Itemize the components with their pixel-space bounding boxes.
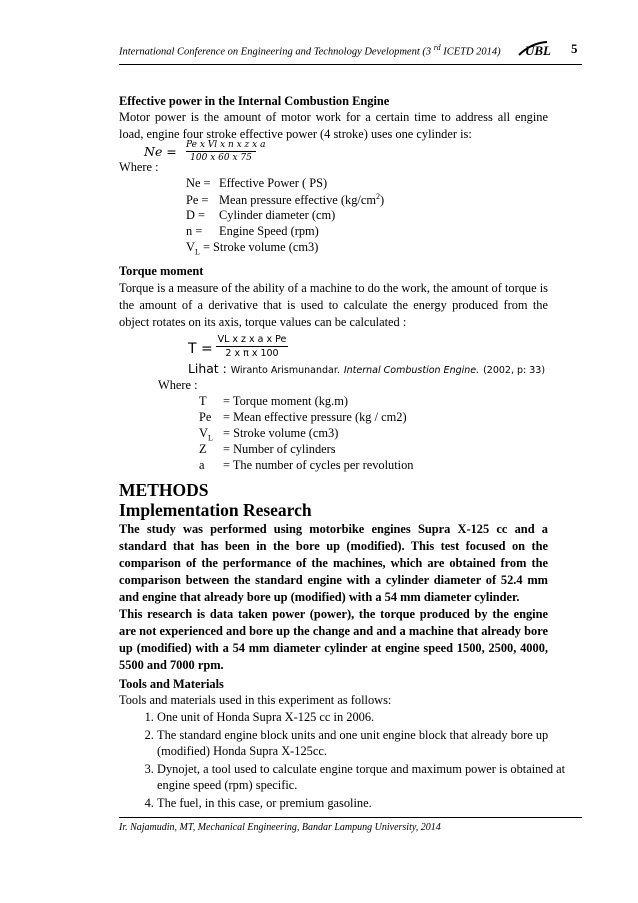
- page-number: 5: [571, 41, 578, 56]
- list-item: 4. The fuel, in this case, or premium gasoline.: [157, 795, 597, 812]
- methods-paragraph-1: The study was performed using motorbike engines Supra X-125 cc and a standard that has been in the bore up (modified). This test focused on the comparison of the performance of the machines, which are obtained from the comparison between the standard engine with a cylinder diameter of 52.4 mm and engine that already bore up (modified) with a 54 mm diameter cylinder.: [119, 522, 548, 605]
- def-t: T = Torque moment (kg.m): [199, 394, 348, 408]
- effective-power-title: Effective power in the Internal Combustion Engine: [119, 94, 390, 108]
- def-pe: Pe = Mean pressure effective $(kg/cm^2)$: [186, 192, 385, 208]
- effective-power-paragraph: Motor power is the amount of motor work for a certain time to address all engine load, engine four stroke effective power (4 stroke) uses one cylinder is:: [119, 110, 548, 141]
- t-formula-denominator: 2 x π x 100: [225, 348, 279, 359]
- page-header: [119, 39, 589, 61]
- torque-title: Torque moment: [119, 264, 204, 278]
- implementation-heading: Implementation Research: [119, 500, 312, 520]
- def-pe-2: Pe = Mean effective pressure (kg / cm2): [199, 410, 407, 424]
- ne-formula-numerator: Pe x Vl x n x z x a: [186, 140, 266, 150]
- tools-list: [119, 709, 597, 812]
- footer-rule: [119, 817, 582, 818]
- list-item: 3. Dynojet, a tool used to calculate engine torque and maximum power is obtained at engine speed (rpm) specific.: [157, 761, 597, 794]
- ne-formula-lhs: Ne =: [144, 144, 177, 159]
- list-item: 1. One unit of Honda Supra X-125 cc in 2006.: [157, 709, 597, 726]
- ne-formula-fraction: [186, 140, 266, 163]
- t-formula-numerator: VL x z x a x Pe: [217, 334, 287, 345]
- methods-heading: METHODS: [119, 480, 209, 500]
- header-rule: [119, 64, 582, 65]
- conference-title: International Conference on Engineering and Technology Development (3 $^{rd}$ ICETD 2014): [119, 43, 501, 58]
- def-a: a = The number of cycles per revolution: [199, 458, 414, 472]
- torque-paragraph: Torque is a measure of the ability of a machine to do the work, the amount of torque is the amount of a derivative that is used to calculate the energy produced from the object rotates on its axis, torque values can be calculated :: [119, 281, 548, 329]
- def-z: Z = Number of cylinders: [199, 442, 336, 456]
- def-ne: Ne = Effective Power ( PS): [186, 176, 328, 190]
- where-label-2: Where :: [158, 378, 198, 392]
- ne-formula-denominator: 100 x 60 x 75: [190, 153, 252, 163]
- where-label-1: Where :: [119, 160, 159, 174]
- ubl-logo: [517, 39, 569, 59]
- def-n: n = Engine Speed (rpm): [186, 224, 319, 238]
- methods-paragraph-2: This research is data taken power (power), the torque produced by the engine are not experienced and bore up the change and and a machine that already bore up (modified) with a 54 mm diameter cylinder at engine speed 1500, 2500, 4000, 5500 and 7000 rpm.: [119, 607, 548, 673]
- footer-text: Ir. Najamudin, MT, Mechanical Engineering, Bandar Lampung University, 2014: [119, 822, 441, 833]
- lihat-reference: Lihat : Wiranto Arismunandar. Internal Combustion Engine. (2002, p: 33): [188, 361, 546, 376]
- tools-title: Tools and Materials: [119, 677, 224, 691]
- def-vl: $V_L$ = Stroke volume (cm3): [186, 240, 319, 257]
- t-formula-lhs: T =: [188, 341, 213, 357]
- def-vl-2: $V_L$ = Stroke volume (cm3): [199, 426, 339, 443]
- logo-text: UBL: [525, 43, 551, 58]
- def-d: D = Cylinder diameter (cm): [186, 208, 336, 222]
- t-formula-fraction: [216, 334, 288, 359]
- tools-intro: Tools and materials used in this experiment as follows:: [119, 693, 392, 707]
- list-item: 2. The standard engine block units and one unit engine block that already bore up (modified) Honda Supra X-125cc.: [157, 727, 597, 760]
